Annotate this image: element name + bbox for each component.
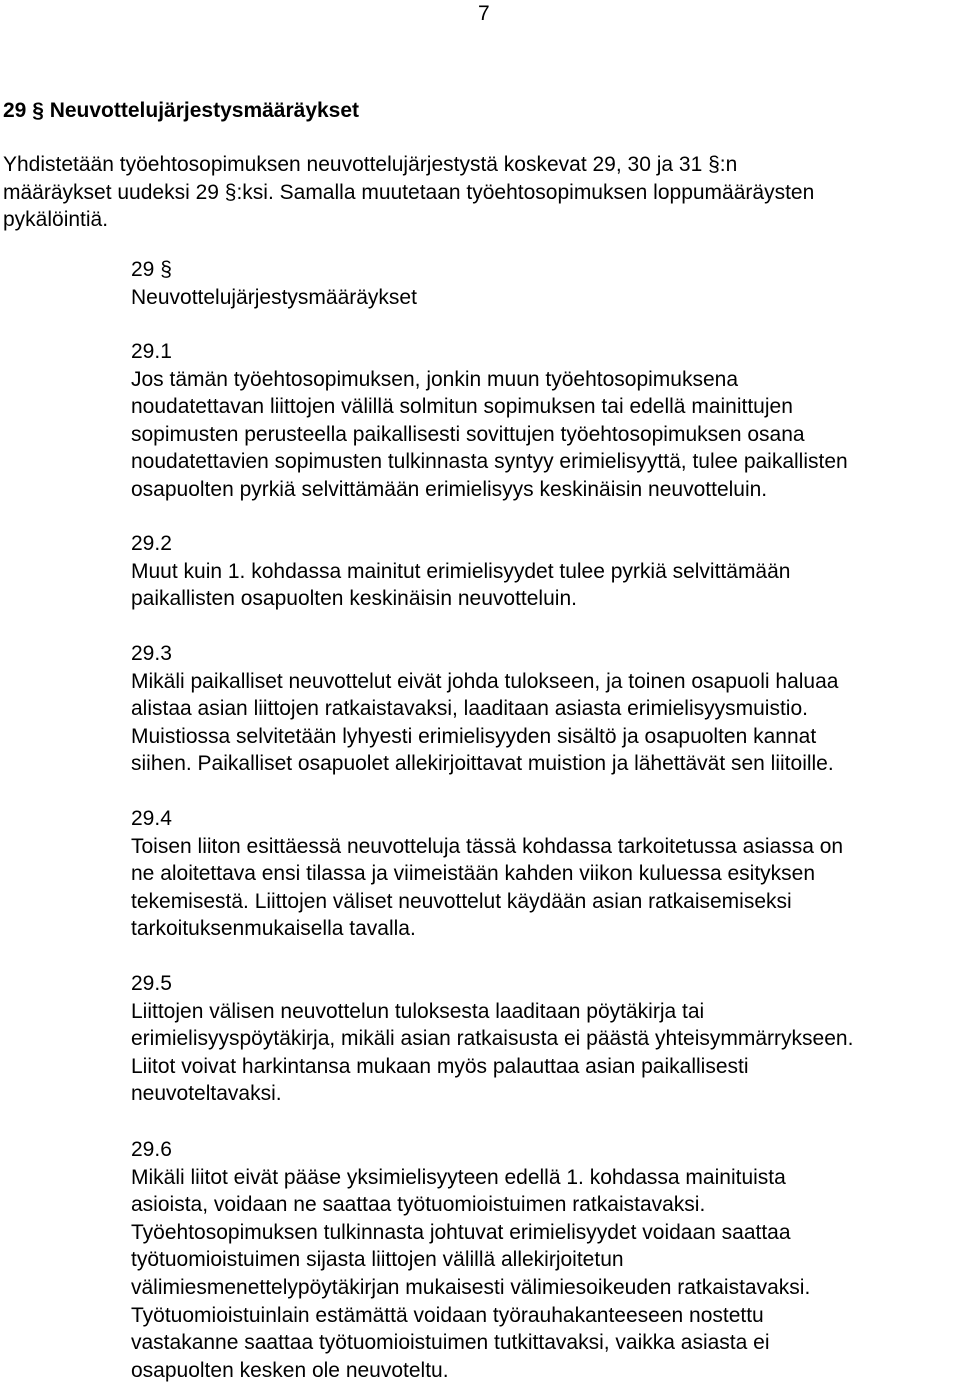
intro-paragraph [3,151,814,234]
section-number: 29.5 [131,972,172,995]
section-number: 29.1 [131,340,172,363]
section-number: 29.3 [131,642,172,665]
section-29-5 [131,970,853,1108]
section-heading: 29 § Neuvottelujärjestysmääräykset [3,99,360,122]
section-line: osapuolten pyrkiä selvittämään erimielisyys keskinäisin neuvotteluin. [131,477,768,501]
intro-line: määräykset uudeksi 29 §:ksi. Samalla muutetaan työehtosopimuksen loppumääräysten [3,180,815,204]
sub-heading-title: Neuvottelujärjestysmääräykset [131,286,417,309]
section-number: 29.4 [131,807,172,830]
section-line: Työtuomioistuinlain estämättä voidaan työrauhakanteeseen nostettu [131,1303,764,1327]
section-29-6 [131,1136,810,1384]
section-line: työtuomioistuimen sijasta liittojen välillä allekirjoitetun [131,1248,624,1272]
page-number: 7 [478,2,490,25]
section-line: Toisen liiton esittäessä neuvotteluja tässä kohdassa tarkoitetussa asiassa on [131,834,844,858]
section-29-2 [131,530,790,613]
section-line: asioista, voidaan ne saattaa työtuomioistuimen ratkaistavaksi. [131,1193,706,1217]
section-line: Liittojen välisen neuvottelun tuloksesta laaditaan pöytäkirja tai [131,999,705,1023]
intro-line: pykälöintiä. [3,208,109,231]
section-line: ne aloitettava ensi tilassa ja viimeistään kahden viikon kuluessa esityksen [131,862,816,886]
section-number: 29.6 [131,1138,172,1161]
section-line: noudatettavien sopimusten tulkinnasta syntyy erimielisyyttä, tulee paikallisten [131,450,848,474]
section-line: Mikäli liitot eivät pääse yksimielisyyteen edellä 1. kohdassa mainituista [131,1165,786,1189]
section-line: alistaa asian liittojen ratkaistavaksi, laaditaan asiasta erimielisyysmuistio. [131,697,808,721]
section-line: paikallisten osapuolten keskinäisin neuvotteluin. [131,587,577,611]
section-29-1 [131,338,848,504]
section-line: Muistiossa selvitetään lyhyesti erimielisyyden sisältö ja osapuolten kannat [131,724,817,748]
section-29-4 [131,805,843,943]
section-line: Työehtosopimuksen tulkinnasta johtuvat erimielisyydet voidaan saattaa [131,1220,791,1244]
section-number: 29.2 [131,532,172,555]
sub-heading-number: 29 § [131,258,172,281]
sub-heading [131,256,417,312]
section-line: tekemisestä. Liittojen väliset neuvottelut käydään asian ratkaisemiseksi [131,889,792,913]
section-line: Muut kuin 1. kohdassa mainitut erimielisyydet tulee pyrkiä selvittämään [131,559,791,583]
section-line: Jos tämän työehtosopimuksen, jonkin muun työehtosopimuksena [131,367,739,391]
section-line: sopimusten perusteella paikallisesti sovittujen työehtosopimuksen osana [131,422,805,446]
section-line: noudatettavan liittojen välillä solmitun sopimuksen tai edellä mainittujen [131,395,793,419]
section-line: osapuolten kesken ole neuvoteltu. [131,1358,449,1382]
section-29-3 [131,640,838,778]
section-line: välimiesmenettelypöytäkirjan mukaisesti välimiesoikeuden ratkaistavaksi. [131,1275,811,1299]
intro-line: Yhdistetään työehtosopimuksen neuvottelujärjestystä koskevat 29, 30 ja 31 §:n [3,153,738,176]
section-line: tarkoituksenmukaisella tavalla. [131,917,416,941]
section-line: siihen. Paikalliset osapuolet allekirjoittavat muistion ja lähettävät sen liitoille. [131,752,834,776]
section-line: erimielisyyspöytäkirja, mikäli asian ratkaisusta ei päästä yhteisymmärrykseen. [131,1027,854,1051]
section-line: neuvoteltavaksi. [131,1082,282,1106]
section-line: Mikäli paikalliset neuvottelut eivät johda tulokseen, ja toinen osapuoli haluaa [131,669,839,693]
section-line: vastakanne saattaa työtuomioistuimen tutkittavaksi, vaikka asiasta ei [131,1331,770,1355]
section-line: Liitot voivat harkintansa mukaan myös palauttaa asian paikallisesti [131,1054,749,1078]
